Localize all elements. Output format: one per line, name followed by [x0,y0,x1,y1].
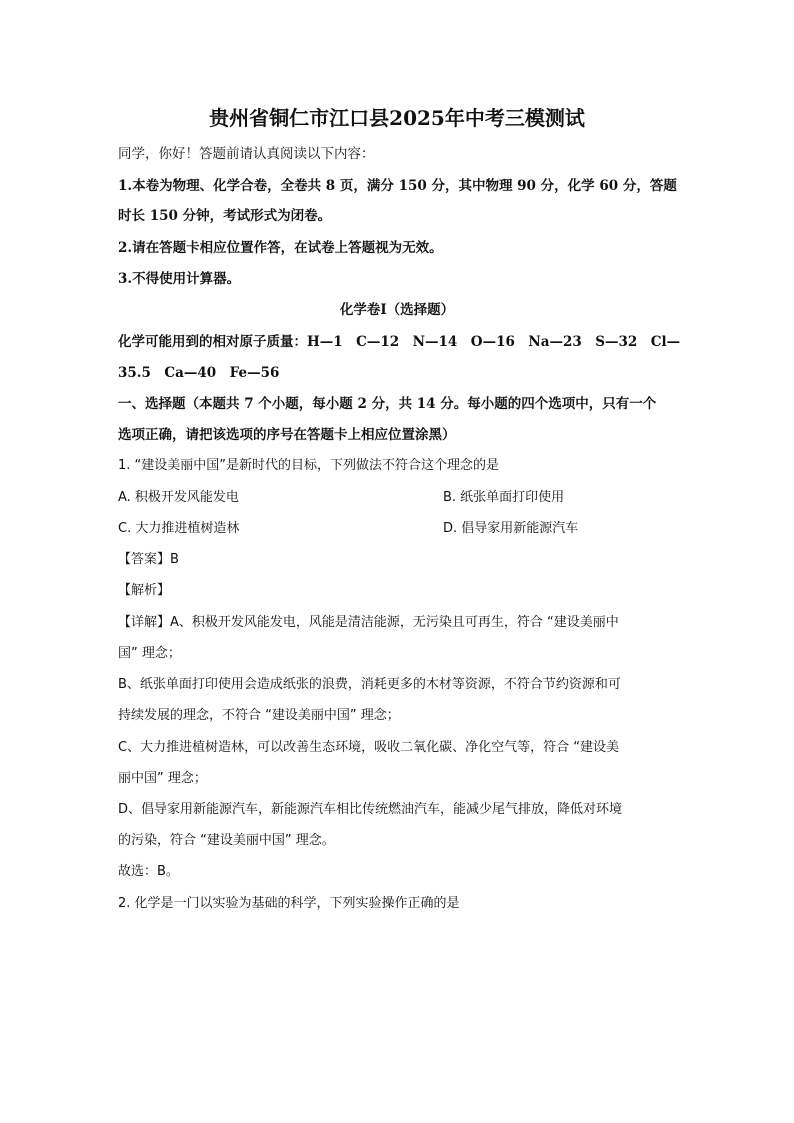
detail-line-7: D、倡导家用新能源汽车，新能源汽车相比传统燃油汽车，能减少尾气排放，降低对环境 [118,802,623,817]
note-line-1: 1.本卷为物理、化学合卷，全卷共 8 页，满分 150 分，其中物理 90 分，化学 60 分，答题 [118,178,677,194]
question-2-stem: 2. 化学是一门以实验为基础的科学，下列实验操作正确的是 [118,896,460,911]
option-c: C. 大力推进植树造林 [118,521,240,536]
detail-line-2: 国” 理念； [118,646,181,661]
detail-line-8: 的污染，符合 “建设美丽中国” 理念。 [118,833,335,848]
option-b: B. 纸张单面打印使用 [443,490,565,505]
question-1-options-row-1 [118,488,565,508]
part-one-heading-line-1: 一、选择题（本题共 7 个小题，每小题 2 分，共 14 分。每小题的四个选项中，只有一个 [118,396,657,412]
note-line-2: 时长 150 分钟，考试形式为闭卷。 [118,208,332,224]
question-1-stem: 1. “建设美丽中国”是新时代的目标，下列做法不符合这个理念的是 [118,458,500,473]
detail-line-4: 持续发展的理念，不符合 “建设美丽中国” 理念； [118,708,400,723]
detail-line-6: 丽中国” 理念； [118,771,207,786]
option-d: D. 倡导家用新能源汽车 [443,521,579,536]
analysis-label: 【解析】 [118,583,171,598]
note-line-3: 2.请在答题卡相应位置作答，在试卷上答题视为无效。 [118,240,443,256]
detail-line-3: B、纸张单面打印使用会造成纸张的浪费，消耗更多的木材等资源，不符合节约资源和可 [118,677,621,692]
exam-title: 贵州省铜仁市江口县2025年中考三模测试 [209,106,585,130]
note-line-4: 3.不得使用计算器。 [118,271,241,287]
answer-line: 【答案】B [118,552,179,567]
atomic-masses-line-1: 化学可能用到的相对原子质量：H—1 C—12 N—14 O—16 Na—23 S—32 Cl— [118,334,681,350]
option-a: A. 积极开发风能发电 [118,490,239,505]
detail-line-5: C、大力推进植树造林，可以改善生态环境，吸收二氧化碳、净化空气等，符合 “建设美 [118,740,619,755]
atomic-masses-line-2: 35.5 Ca—40 Fe—56 [118,365,280,381]
detail-line-1: 【详解】A、积极开发风能发电，风能是清洁能源，无污染且可再生，符合 “建设美丽中 [118,615,619,630]
part-one-heading-line-2: 选项正确，请把该选项的序号在答题卡上相应位置涂黑） [118,427,456,443]
greeting-text: 同学，你好！答题前请认真阅读以下内容： [118,146,375,162]
section-title: 化学卷Ⅰ（选择题） [339,302,455,318]
question-1-options-row-2 [118,519,579,539]
conclusion-line: 故选：B。 [118,864,179,879]
